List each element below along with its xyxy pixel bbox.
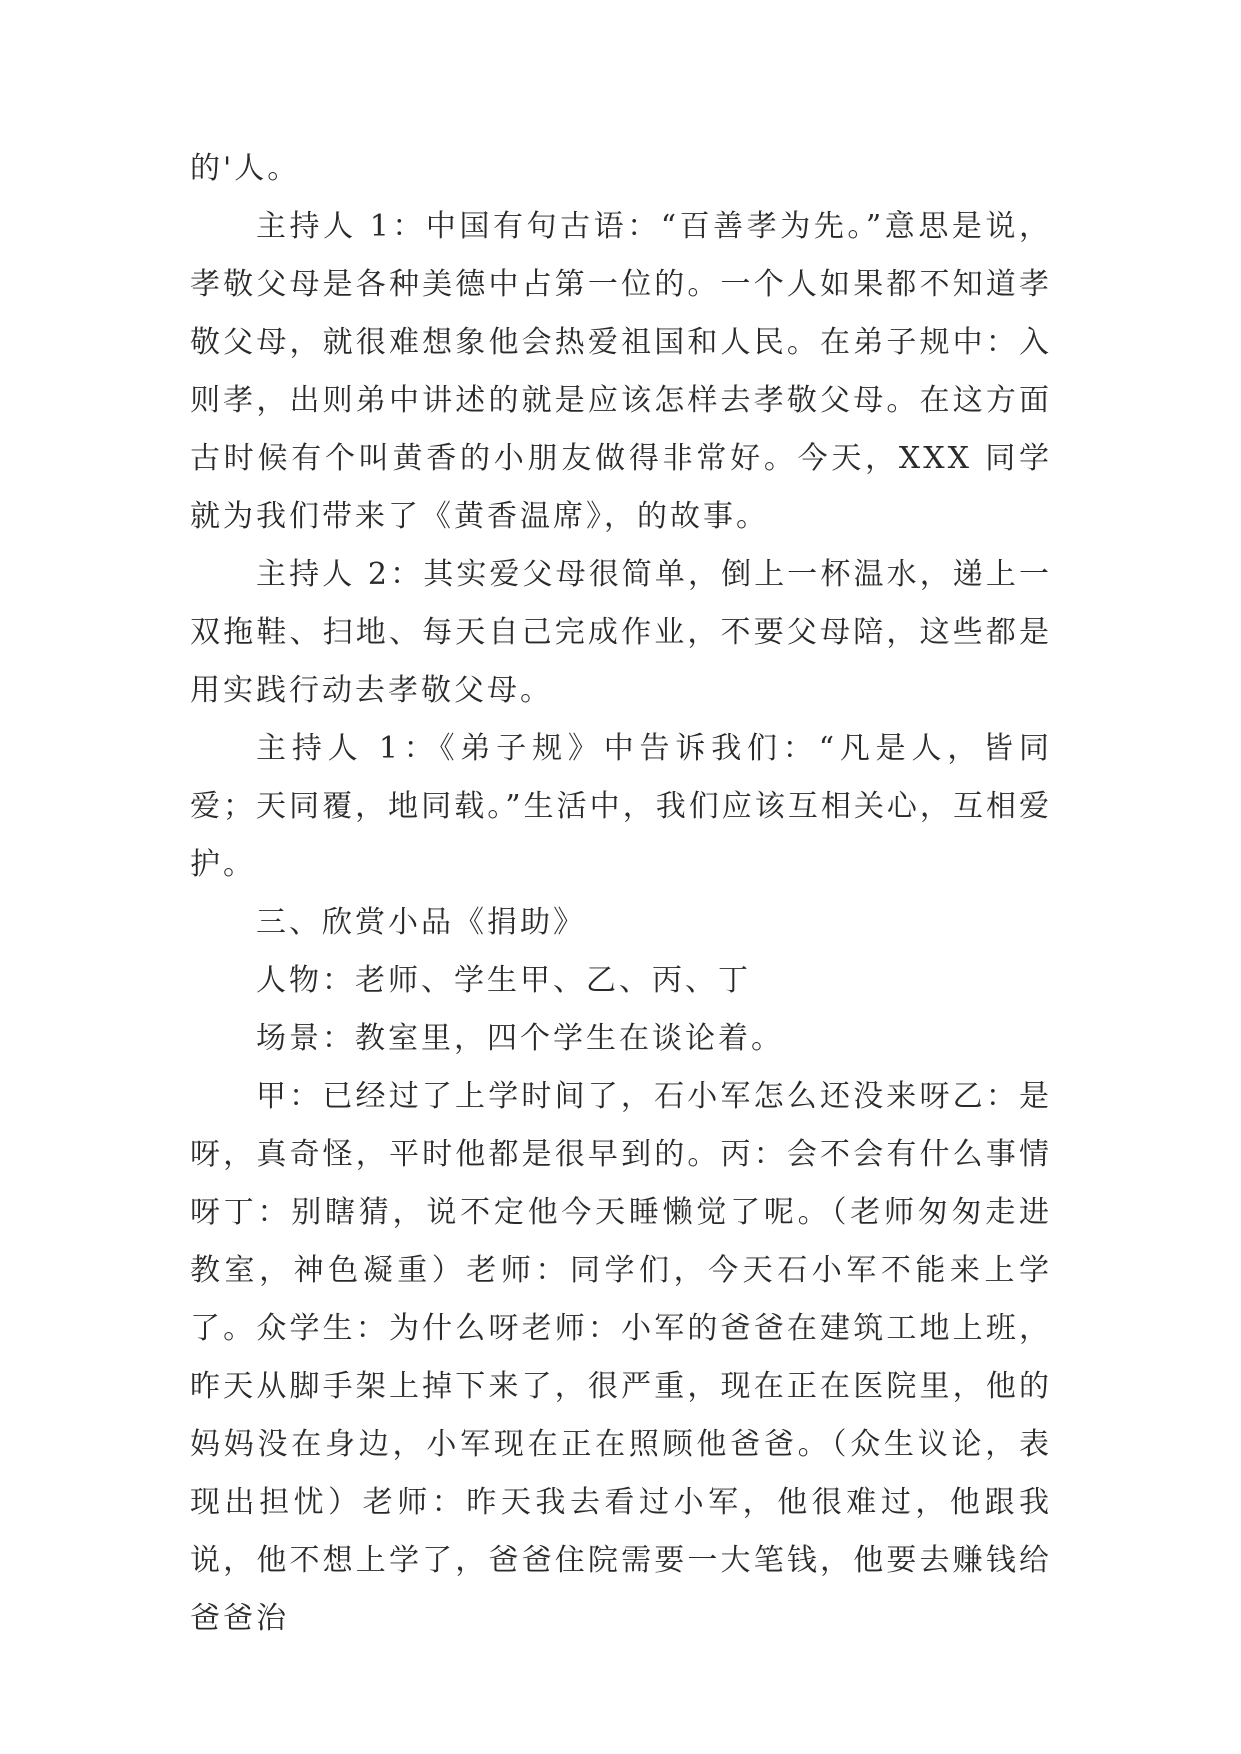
document-body <box>190 140 1052 1648</box>
paragraph-characters: 人物：老师、学生甲、乙、丙、丁 <box>256 963 751 998</box>
paragraph-dialogue: 甲：已经过了上学时间了，石小军怎么还没来呀乙：是呀，真奇怪，平时他都是很早到的。丙：会不会有什么事情呀丁：别瞎猜，说不定他今天睡懒觉了呢。（老师匆匆走进教室，神色凝重）老师：同学们，今天石小军不能来上学了。众学生：为什么呀老师：小军的爸爸在建筑工地上班，昨天从脚手架上掉下来了，很严重，现在正在医院里，他的妈妈没在身边，小军现在正在照顾他爸爸。（众生议论，表现出担忧）老师：昨天我去看过小军，他很难过，他跟我说，他不想上学了，爸爸住院需要一大笔钱，他要去赚钱给爸爸治 <box>190 1079 1052 1636</box>
paragraph-host1-filial: 主持人 1：中国有句古语：“百善孝为先。”意思是说，孝敬父母是各种美德中占第一位的。一个人如果都不知道孝敬父母，就很难想象他会热爱祖国和人民。在弟子规中：入则孝，出则弟中讲述的就是应该怎样去孝敬父母。在这方面古时候有个叫黄香的小朋友做得非常好。今天，XXX 同学就为我们带来了《黄香温席》，的故事。 <box>190 209 1052 534</box>
paragraph-continuation: 的'人。 <box>190 151 301 186</box>
paragraph-host2-love-parents: 主持人 2：其实爱父母很简单，倒上一杯温水，递上一双拖鞋、扫地、每天自己完成作业，不要父母陪，这些都是用实践行动去孝敬父母。 <box>190 557 1052 708</box>
section-heading-skit: 三、欣赏小品《捐助》 <box>256 905 586 940</box>
paragraph-scene: 场景：教室里，四个学生在谈论着。 <box>256 1021 784 1056</box>
paragraph-host1-dizigui: 主持人 1：《弟子规》中告诉我们：“凡是人，皆同爱；天同覆，地同载。”生活中，我们应该互相关心，互相爱护。 <box>190 731 1052 882</box>
